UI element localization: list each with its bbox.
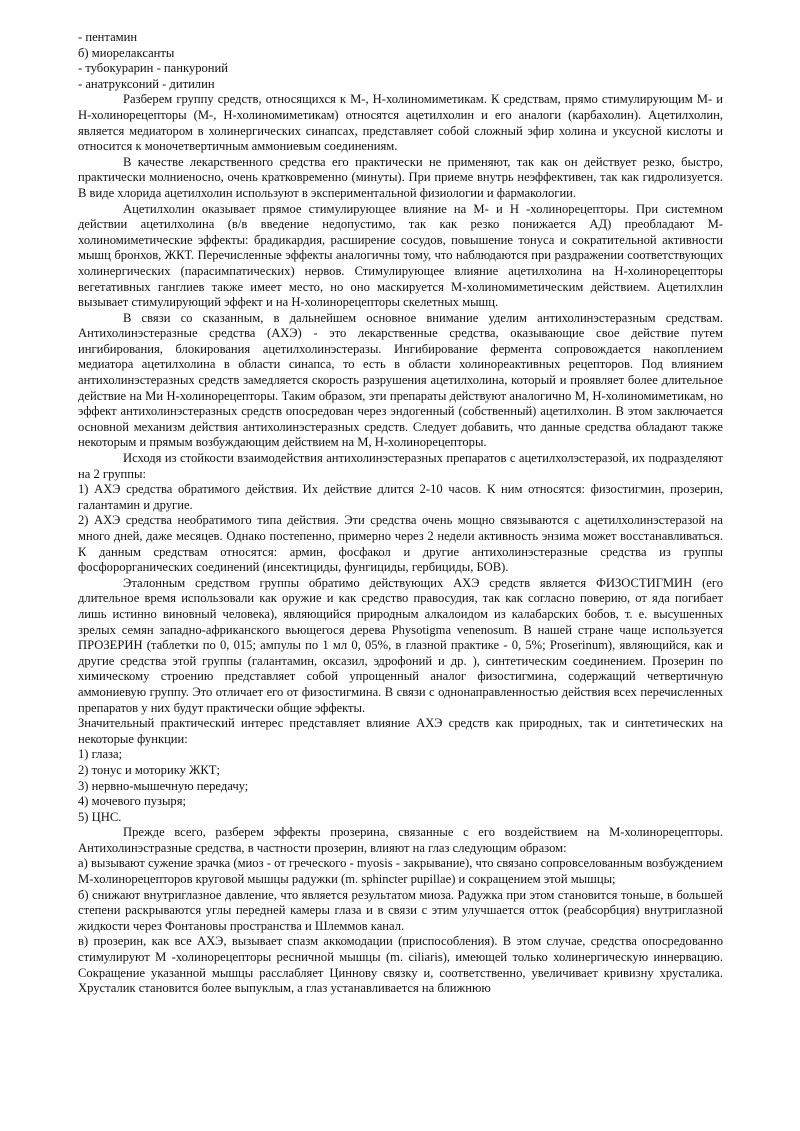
paragraph: Прежде всего, разберем эффекты прозерина, связанные с его воздействием на М-холинорецепторы. Антихолинэстразные средства, в частности прозерин, влияют на глаз следующим образом: [78,825,723,855]
list-item: 2) АХЭ средства необратимого типа действия. Эти средства очень мощно связываются с ацетилхолинэстеразой на много дней, даже месяцев. Однако постепенно, примерно через 2 недели активность энзима может восстанавливаться. К данным средствам относятся: армин, фосфакол и другие антихолинэстеразные средства из группы фосфорорганических соединений (инсектициды, фунгициды, гербициды, БОВ). [78,513,723,575]
paragraph: Эталонным средством группы обратимо действующих АХЭ средств является ФИЗОСТИГМИН (его длительное время использовали как оружие и как средство правосудия, так как согласно поверию, от яда погибает лишь истинно виновный человека), являющийся природным алкалоидом из калабарских бобов, т. е. высушенных зрелых семян западно-африканского вьющегося дерева Physotigma venenosum. В нашей стране чаще используется ПРОЗЕРИН (таблетки по 0, 015; ампулы по 1 мл 0, 05%, в глазной практике - 0, 5%; Proserinum), являющийся, как и другие средства этой группы (галантамин, оксазил, эдрофоний и др. ), синтетическим соединением. Прозерин по химическому строению представляет собой упрощенный аналог физостигмина, содержащий четвертичную аммониевую группу. Это отличает его от физостигмина. В связи с однонаправленностью действия всех перечисленных препаратов у них будут практически общие эффекты. [78,575,723,715]
paragraph: В качестве лекарственного средства его практически не применяют, так как он действует резко, быстро, практически молниеносно, очень кратковременно (минуты). При приеме внутрь неэффективен, так как гидролизуется. В виде хлорида ацетилхолин используют в экспериментальной физиологии и фармакологии. [78,154,723,200]
list-item: а) вызывают сужение зрачка (миоз - от греческого - myosis - закрывание), что связано сопровселованным возбуждением М-холинорецепторов круговой мышцы радужки (m. sphincter pupillae) и сокращением этой мышцы; [78,856,723,887]
text-line: - пентамин [78,30,138,44]
paragraph: Ацетилхолин оказывает прямое стимулирующее влияние на М- и Н -холинорецепторы. При системном действии ацетилхолина (в/в введение недопустимо, так как резко понижается АД) преобладают М-холиномиметические эффекты: брадикардия, расширение сосудов, повышение тонуса и сократительной активности мышц бронхов, ЖКТ. Перечисленные эффекты аналогичны тому, что наблюдаются при раздражении соответствующих холинергических (парасимпатических) нервов. Стимулирующее влияние ацетилхолина на Н-холинорецепторы вегетативных ганглиев также имеет место, но оно маскируется М-холиномиметическим действием. Ацетилхлин вызывает стимулирующий эффект и на Н-холинорецепторы скелетных мышц. [78,201,723,310]
functions-list-item: 2) тонус и моторику ЖКТ; [78,762,220,777]
functions-list-item: 1) глаза; [78,747,123,762]
paragraph: Значительный практический интерес представляет влияние АХЭ средств как природных, так и синтетических на некоторые функции: [78,716,723,746]
paragraph: Разберем группу средств, относящихся к М-, Н-холиномиметикам. К средствам, прямо стимулирующим М- и Н-холинорецепторы (М-, Н-холиномиметикам) относятся ацетилхолин и его аналоги (карбахолин). Ацетилхолин, является медиатором в холинергических синапсах, представляет собой сложный эфир холина и уксусной кислоты и относится к моночетвертичным аммониевым соединениям. [78,92,723,154]
list-item: б) снижают внутриглазное давление, что является результатом миоза. Радужка при этом становится тоньше, в большей степени раскрываются углы передней камеры глаза и в связи с этим улучшается отток (реабсорбция) внутриглазной жидкости через Фонтановы пространства и Шлеммов канал. [78,887,723,933]
paragraph: В связи со сказанным, в дальнейшем основное внимание уделим антихолинэстеразным средствам. Антихолинэстеразные средства (АХЭ) - это лекарственные средства, оказывающие свое действие путем ингибирования, блокирования ацетилхолинэстеразы. Ингибирование фермента сопровождается накоплением медиатора ацетилхолина в области синапса, то есть в области холинореактивных рецепторов. Под влиянием антихолинэстеразных средств замедляется скорость разрушения ацетилхолина, который и проявляет более длительное действие на Ми Н-холинорецепторы. Таким образом, эти препараты действуют аналогично М, Н-холиномиметикам, но эффект антихолинэстеразных средств опосредован через эндогенный (собственный) ацетилхолин. В этом заключается основной механизм действия антихолинэстеразных средств. Следует добавить, что данные средства обладают также некоторым и прямым возбуждающим действием на М, Н-холинорецепторы. [78,310,723,450]
functions-list-item: 3) нервно-мышечную передачу; [78,778,249,793]
list-item: в) прозерин, как все АХЭ, вызывает спазм аккомодации (приспособления). В этом случае, средства опосредованно стимулируют М -холинорецепторы ресничной мышцы (m. ciliaris), имеющей только холинергическую иннервацию. Сокращение указанной мышцы расслабляет Цинновy связку и, соответственно, увеличивает кривизну хрусталика. Хрусталик становится более выпуклым, а глаз устанавливается на ближнюю [78,934,723,996]
functions-list-item: 5) ЦНС. [78,809,122,824]
text-line: - тубокурарин - панкуроний [78,61,229,76]
functions-list-item: 4) мочевого пузыря; [78,794,187,809]
paragraph: Исходя из стойкости взаимодействия антихолинэстеразных препаратов с ацетилхолэстеразой, их подразделяют на 2 группы: [78,451,723,481]
text-line: б) миорелаксанты [78,45,175,60]
list-item: 1) АХЭ средства обратимого действия. Их действие длится 2-10 часов. К ним относятся: физостигмин, прозерин, галантамин и другие. [78,482,723,512]
text-line: - анатруксоний - дитилин [78,76,215,91]
